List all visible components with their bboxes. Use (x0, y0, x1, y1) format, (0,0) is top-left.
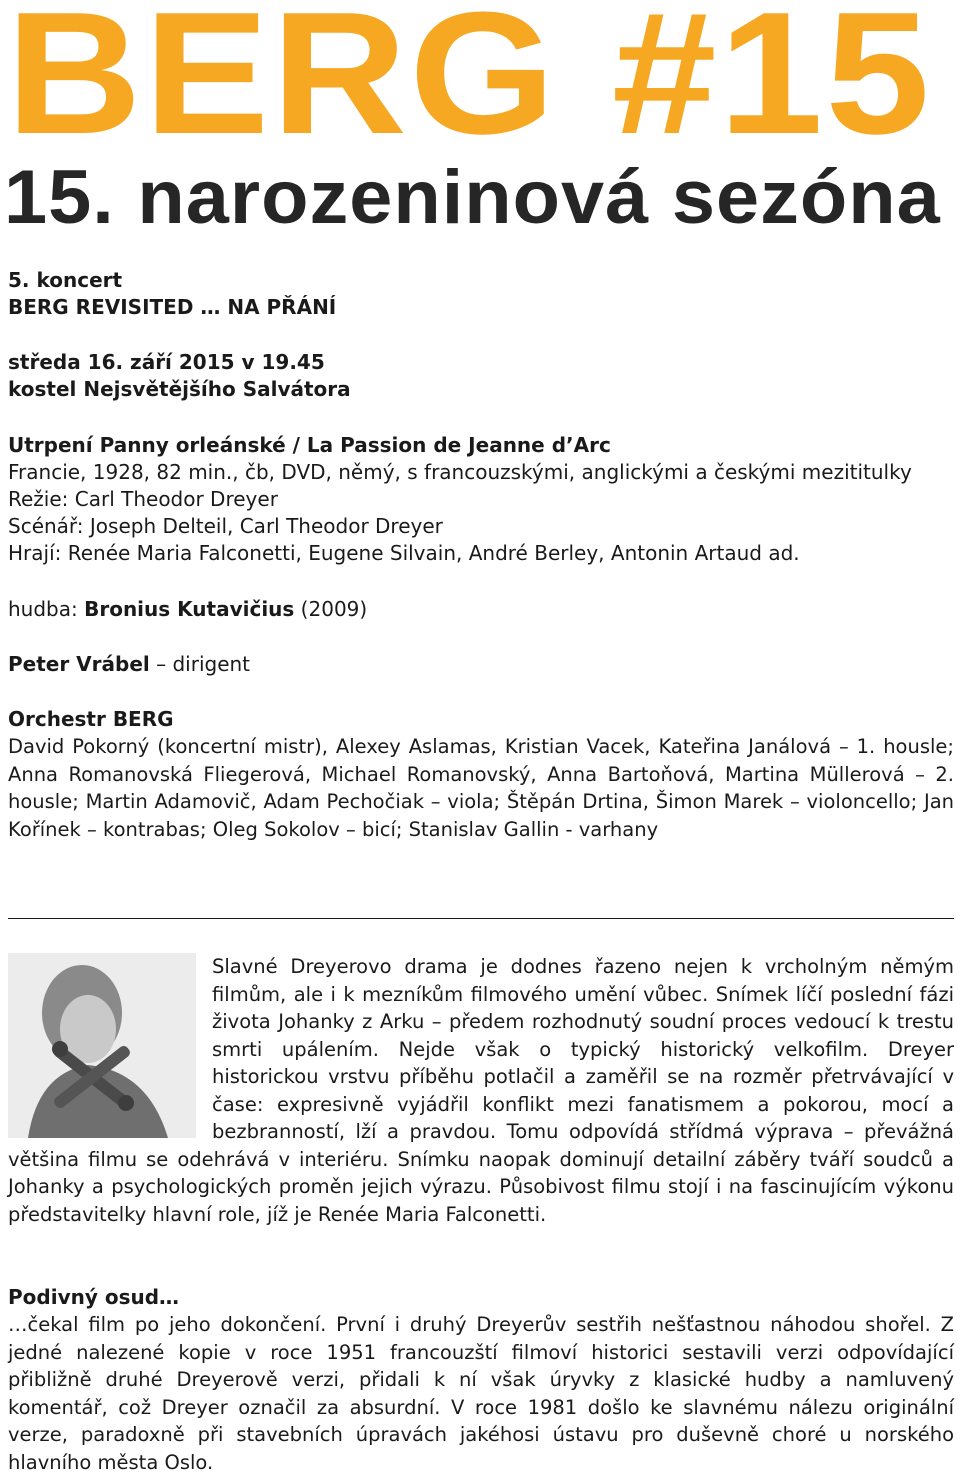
film-title: Utrpení Panny orleánské / La Passion de Jeanne d’Arc (8, 433, 611, 457)
description-text: Slavné Dreyerovo drama je dodnes řazeno nejen k vrcholným němým filmům, ale i k mezníkům filmového umění vůbec. Snímek líčí poslední fázi života Johanky z Arku – předem rozhodnutý soudní proces vedoucí k trestu smrti upálením. Nejde však o typický historický velkofilm. Dreyer historickou vrstvu příběhu potlačil a zaměřil se na rozměr přetrvávající v čase: expresivně vyjádřil konflikt mezi fanatismem a pokorou, mocí a bezbranností, lží a pravdou. Tomu odpovídá střídmá výprava – převážná většina filmu se odehrává v interiéru. Snímku naopak dominují detailní záběry tváří soudců a Johanky a psychologických proměn jejich výrazu. Působivost filmu stojí i na fascinujícím výkonu představitelky hlavní role, jíž je Renée Maria Falconetti. (8, 955, 954, 1226)
concert-name: BERG REVISITED … NA PŘÁNÍ (8, 295, 337, 319)
film-screenplay: Scénář: Joseph Delteil, Carl Theodor Dreyer (8, 514, 443, 538)
orchestra-members: David Pokorný (koncertní mistr), Alexey Aslamas, Kristian Vacek, Kateřina Janálová – 1. housle; Anna Romanovská Fliegerová, Michael Romanovský, Anna Bartoňová, Martina Müllerová – 2. housle; Martin Adamovič, Adam Pechočiak – viola; Štěpán Drtina, Šimon Marek – violoncello; Jan Kořínek – kontrabas; Oleg Sokolov – bicí; Stanislav Gallin - varhany (8, 735, 954, 841)
description-block (8, 953, 954, 1228)
section-divider (8, 918, 954, 919)
joan-portrait-image (8, 953, 196, 1138)
music-composer: Bronius Kutavičius (84, 597, 295, 621)
film-info: Francie, 1928, 82 min., čb, DVD, němý, s francouzskými, anglickými a českými mezititulky (8, 460, 912, 484)
orchestra-name: Orchestr BERG (8, 707, 174, 731)
concert-number: 5. koncert (8, 268, 123, 292)
conductor-role: – dirigent (149, 652, 251, 676)
fate-text: …čekal film po jeho dokončení. První i druhý Dreyerův sestřih nešťastnou náhodou shořel. Z jedné nalezené kopie v roce 1951 francouzští filmoví historici sestavili verzi odpovídající přibližně druhé Dreyerově verzi, přidali k ní však úryvky z klasické hudby a namluvený komentář, což Dreyer označil za absurdní. V roce 1981 došlo ke slavnému nálezu originální verze, paradoxně při stavebních úpravách jakéhosi ústavu pro duševně choré u norského hlavního města Oslo. (8, 1313, 954, 1474)
page-title: BERG #15 (6, 0, 932, 170)
conductor-line (8, 651, 250, 678)
music-label: hudba: (8, 597, 85, 621)
film-director: Režie: Carl Theodor Dreyer (8, 487, 278, 511)
music-year: (2009) (294, 597, 368, 621)
music-line (8, 596, 367, 623)
film-cast: Hrají: Renée Maria Falconetti, Eugene Silvain, André Berley, Antonin Artaud ad. (8, 541, 800, 565)
concert-date: středa 16. září 2015 v 19.45 (8, 350, 325, 374)
conductor-name: Peter Vrábel (8, 652, 150, 676)
concert-venue: kostel Nejsvětějšího Salvátora (8, 377, 351, 401)
fate-heading: Podivný osud… (8, 1285, 180, 1309)
film-still-photo (8, 953, 196, 1138)
page-subtitle: 15. narozeninová sezóna (4, 155, 941, 240)
